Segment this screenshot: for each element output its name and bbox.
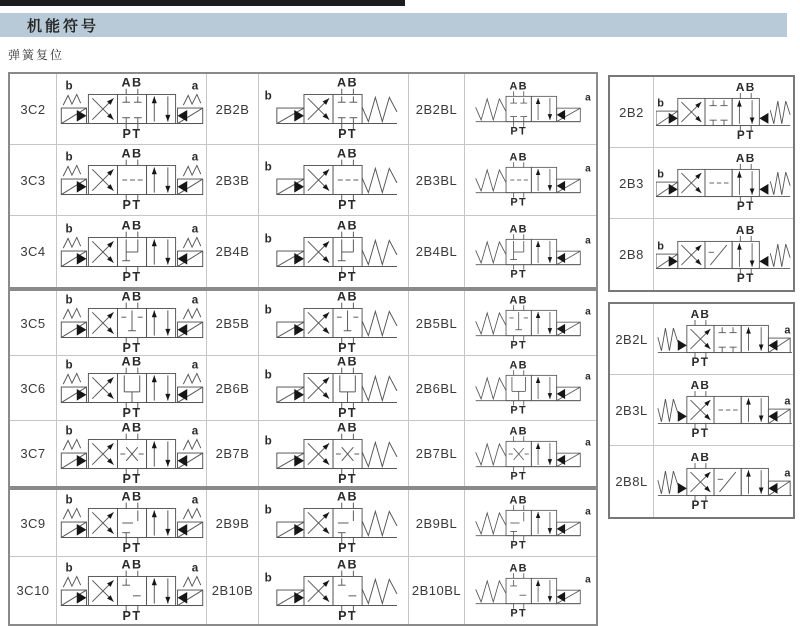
svg-text:AB: AB	[336, 559, 358, 572]
valve-symbol-2B10B	[259, 557, 409, 624]
valve-code-2B5B: 2B5B	[207, 291, 259, 356]
symbol-table-main	[8, 72, 598, 626]
svg-text:AB: AB	[336, 220, 358, 233]
valve-symbol-2B3L	[654, 375, 793, 446]
svg-text:AB: AB	[120, 292, 143, 304]
svg-text:PT: PT	[122, 608, 141, 622]
svg-text:AB: AB	[336, 78, 358, 90]
svg-text:PT: PT	[122, 127, 141, 140]
top-accent-bar	[0, 0, 405, 6]
svg-text:AB: AB	[120, 220, 143, 233]
svg-text:AB: AB	[336, 492, 358, 504]
svg-text:PT: PT	[337, 269, 357, 283]
valve-symbol-2B2B	[259, 74, 409, 145]
valve-symbol-3C9	[57, 490, 207, 557]
svg-text:PT: PT	[691, 498, 709, 511]
svg-text:b: b	[656, 240, 664, 253]
svg-text:PT: PT	[691, 427, 709, 439]
svg-text:b: b	[264, 160, 272, 174]
valve-code-2B6BL: 2B6BL	[409, 356, 465, 421]
valve-code-3C10: 3C10	[10, 557, 57, 624]
svg-text:AB: AB	[509, 563, 528, 575]
svg-text:a: a	[585, 235, 591, 247]
valve-symbol-2B5BL	[465, 291, 596, 356]
svg-text:PT: PT	[337, 127, 357, 140]
svg-text:b: b	[264, 503, 272, 517]
svg-text:a: a	[585, 371, 591, 383]
svg-text:a: a	[585, 306, 591, 318]
valve-code-3C3: 3C3	[10, 145, 57, 216]
valve-code-2B8: 2B8	[610, 219, 654, 290]
svg-text:a: a	[191, 424, 198, 438]
svg-text:b: b	[656, 97, 664, 110]
svg-text:b: b	[264, 89, 272, 103]
svg-text:b: b	[264, 231, 272, 245]
valve-code-3C7: 3C7	[10, 421, 57, 486]
svg-text:AB: AB	[509, 496, 528, 507]
svg-text:PT: PT	[510, 267, 527, 279]
svg-text:a: a	[783, 467, 790, 480]
valve-symbol-3C10	[57, 557, 207, 624]
valve-code-3C4: 3C4	[10, 216, 57, 287]
valve-symbol-3C6	[57, 356, 207, 421]
valve-code-2B4B: 2B4B	[207, 216, 259, 287]
svg-text:b: b	[64, 79, 73, 93]
svg-text:AB: AB	[336, 149, 358, 161]
svg-text:b: b	[264, 433, 272, 447]
section-title: 机能符号	[27, 17, 100, 35]
svg-text:PT: PT	[337, 541, 357, 554]
valve-symbol-2B3B	[259, 145, 409, 216]
svg-text:b: b	[64, 293, 73, 307]
valve-symbol-2B4BL	[465, 216, 596, 287]
valve-symbol-3C5	[57, 291, 207, 356]
svg-text:a: a	[191, 150, 198, 164]
valve-symbol-2B3	[654, 148, 793, 219]
svg-text:AB: AB	[336, 422, 358, 435]
valve-symbol-2B7BL	[465, 421, 596, 486]
valve-code-3C9: 3C9	[10, 490, 57, 557]
svg-text:AB: AB	[735, 154, 756, 166]
valve-code-2B5BL: 2B5BL	[409, 291, 465, 356]
svg-text:AB: AB	[336, 357, 358, 369]
valve-symbol-2B3BL	[465, 145, 596, 216]
svg-text:a: a	[585, 437, 591, 449]
subtitle-spring-return: 弹簧复位	[8, 48, 65, 62]
svg-text:PT: PT	[337, 608, 357, 622]
svg-text:b: b	[656, 168, 664, 181]
valve-code-2B7BL: 2B7BL	[409, 421, 465, 486]
svg-text:AB: AB	[690, 381, 710, 393]
valve-symbol-2B9B	[259, 490, 409, 557]
svg-text:a: a	[585, 574, 591, 586]
svg-text:PT: PT	[122, 406, 141, 419]
svg-text:a: a	[191, 561, 198, 575]
svg-text:AB: AB	[735, 83, 756, 95]
svg-text:b: b	[64, 222, 73, 236]
svg-text:AB: AB	[509, 82, 528, 93]
symbol-panels-right	[608, 75, 795, 519]
valve-code-2B7B: 2B7B	[207, 421, 259, 486]
svg-text:b: b	[64, 358, 73, 372]
svg-text:AB: AB	[120, 422, 143, 435]
svg-text:PT: PT	[122, 269, 141, 283]
svg-text:a: a	[191, 222, 198, 236]
svg-text:PT: PT	[510, 404, 527, 415]
svg-text:PT: PT	[510, 339, 527, 350]
valve-symbol-2B6B	[259, 356, 409, 421]
valve-symbol-2B2BL	[465, 74, 596, 145]
svg-text:b: b	[264, 368, 272, 382]
svg-text:AB: AB	[509, 426, 528, 438]
valve-code-2B2B: 2B2B	[207, 74, 259, 145]
svg-text:PT: PT	[736, 271, 755, 284]
svg-text:a: a	[585, 506, 591, 518]
svg-text:PT: PT	[510, 606, 527, 618]
symbol-panel-2	[608, 302, 795, 519]
svg-text:AB: AB	[120, 492, 143, 504]
svg-text:a: a	[783, 324, 790, 337]
valve-symbol-2B7B	[259, 421, 409, 486]
valve-code-2B10B: 2B10B	[207, 557, 259, 624]
symbol-table-group-3	[8, 488, 598, 626]
svg-text:AB: AB	[509, 296, 528, 307]
svg-text:b: b	[64, 561, 73, 575]
svg-text:PT: PT	[691, 356, 709, 368]
svg-text:PT: PT	[122, 341, 141, 354]
valve-symbol-2B10BL	[465, 557, 596, 624]
valve-symbol-2B9BL	[465, 490, 596, 557]
svg-text:AB: AB	[690, 452, 710, 464]
svg-text:a: a	[585, 163, 591, 175]
svg-text:a: a	[191, 358, 198, 372]
symbol-panel-1	[608, 75, 795, 292]
section-header	[0, 13, 787, 37]
svg-text:AB: AB	[735, 225, 756, 237]
valve-symbol-2B2	[654, 77, 793, 148]
symbol-table-group-1	[8, 72, 598, 289]
valve-symbol-3C2	[57, 74, 207, 145]
valve-code-2B2L: 2B2L	[610, 304, 654, 375]
valve-symbol-3C7	[57, 421, 207, 486]
valve-symbol-3C4	[57, 216, 207, 287]
valve-code-3C5: 3C5	[10, 291, 57, 356]
svg-text:PT: PT	[337, 471, 357, 485]
svg-text:PT: PT	[736, 200, 755, 212]
valve-symbol-2B4B	[259, 216, 409, 287]
svg-text:a: a	[191, 293, 198, 307]
valve-code-2B6B: 2B6B	[207, 356, 259, 421]
valve-symbol-2B2L	[654, 304, 793, 375]
valve-code-2B3BL: 2B3BL	[409, 145, 465, 216]
svg-text:AB: AB	[690, 310, 710, 322]
valve-code-3C2: 3C2	[10, 74, 57, 145]
svg-text:a: a	[783, 395, 790, 408]
valve-code-2B2BL: 2B2BL	[409, 74, 465, 145]
svg-text:AB: AB	[509, 361, 528, 372]
symbol-table-group-2	[8, 289, 598, 488]
svg-text:PT: PT	[510, 539, 527, 550]
svg-text:AB: AB	[120, 357, 143, 369]
svg-text:AB: AB	[509, 224, 528, 236]
svg-text:a: a	[585, 92, 591, 104]
valve-code-2B9B: 2B9B	[207, 490, 259, 557]
svg-text:AB: AB	[120, 559, 143, 572]
svg-text:b: b	[64, 493, 73, 507]
valve-code-2B10BL: 2B10BL	[409, 557, 465, 624]
svg-text:a: a	[191, 79, 198, 93]
svg-text:PT: PT	[122, 198, 141, 211]
valve-symbol-3C3	[57, 145, 207, 216]
svg-text:AB: AB	[120, 149, 143, 161]
svg-text:PT: PT	[510, 469, 527, 481]
valve-symbol-2B6BL	[465, 356, 596, 421]
valve-code-2B8L: 2B8L	[610, 446, 654, 517]
valve-code-2B2: 2B2	[610, 77, 654, 148]
valve-code-2B9BL: 2B9BL	[409, 490, 465, 557]
svg-text:b: b	[264, 570, 272, 584]
valve-symbol-2B8	[654, 219, 793, 290]
valve-code-2B3: 2B3	[610, 148, 654, 219]
svg-text:PT: PT	[337, 341, 357, 354]
svg-text:PT: PT	[122, 471, 141, 485]
svg-text:AB: AB	[120, 78, 143, 90]
svg-text:b: b	[64, 424, 73, 438]
svg-text:PT: PT	[510, 196, 527, 207]
svg-text:PT: PT	[736, 129, 755, 141]
valve-code-2B3L: 2B3L	[610, 375, 654, 446]
valve-symbol-2B8L	[654, 446, 793, 517]
svg-text:b: b	[64, 150, 73, 164]
svg-text:PT: PT	[337, 406, 357, 419]
valve-code-2B4BL: 2B4BL	[409, 216, 465, 287]
svg-text:PT: PT	[337, 198, 357, 211]
svg-text:AB: AB	[509, 153, 528, 164]
valve-symbol-2B5B	[259, 291, 409, 356]
svg-text:a: a	[191, 493, 198, 507]
svg-text:PT: PT	[122, 541, 141, 554]
valve-code-2B3B: 2B3B	[207, 145, 259, 216]
svg-text:b: b	[264, 303, 272, 317]
svg-text:PT: PT	[510, 125, 527, 136]
valve-code-3C6: 3C6	[10, 356, 57, 421]
svg-text:AB: AB	[336, 292, 358, 304]
